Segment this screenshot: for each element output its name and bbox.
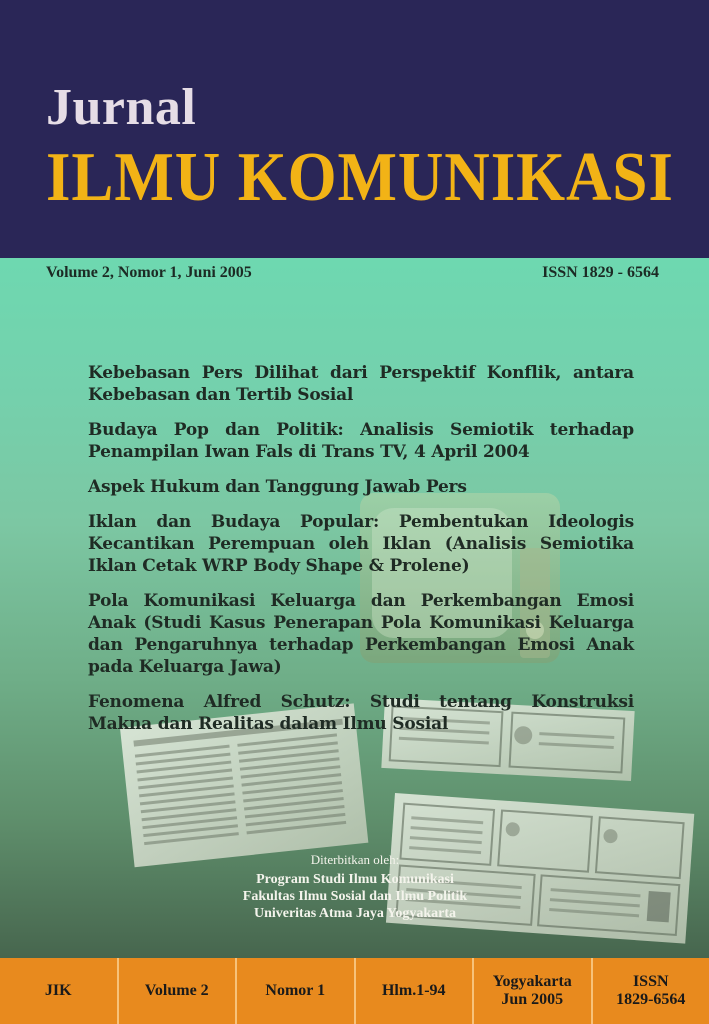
article-title: Pola Komunikasi Keluarga dan Perkembangan Emosi Anak (Studi Kasus Penerapan Pola Komunikasi Keluarga dan Pengaruhnya terhadap Perkembangan Emosi Anak pada Keluarga Jawa) (88, 591, 634, 677)
article-list (88, 362, 634, 748)
publisher-line: Univeritas Atma Jaya Yogyakarta (253, 906, 457, 921)
footer-issn: ISSN 1829-6564 (591, 958, 709, 1024)
publisher-label: Diterbitkan oleh: (310, 852, 400, 867)
article-title: Kebebasan Pers Dilihat dari Perspektif Konflik, antara Kebebasan dan Tertib Sosial (88, 363, 634, 405)
journal-word: Jurnal (46, 79, 197, 136)
journal-title: ILMU KOMUNIKASI (46, 139, 674, 216)
footer-volume: Volume 2 (117, 958, 236, 1024)
article-title: Iklan dan Budaya Popular: Pembentukan Ideologis Kecantikan Perempuan oleh Iklan (Analisis Semiotika Iklan Cetak WRP Body Shape & Prolene) (88, 512, 634, 576)
footer-number: Nomor 1 (235, 958, 354, 1024)
article-title: Aspek Hukum dan Tanggung Jawab Pers (88, 477, 467, 497)
footer-journal-code: JIK (44, 982, 72, 999)
issn-info: ISSN 1829 - 6564 (542, 264, 659, 281)
volume-info: Volume 2, Nomor 1, Juni 2005 (46, 264, 252, 281)
article-title: Fenomena Alfred Schutz: Studi tentang Konstruksi Makna dan Realitas dalam Ilmu Sosial (88, 692, 634, 734)
footer-place-date: Yogyakarta Jun 2005 (472, 958, 591, 1024)
publisher-block (190, 852, 520, 922)
publisher-line: Fakultas Ilmu Sosial dan Ilmu Politik (242, 889, 468, 904)
header-band (0, 0, 709, 258)
footer-pages: Hlm.1-94 (354, 958, 473, 1024)
publisher-line: Program Studi Ilmu Komunikasi (256, 872, 454, 887)
article-title: Budaya Pop dan Politik: Analisis Semiotik terhadap Penampilan Iwan Fals di Trans TV, 4 April 2004 (88, 420, 634, 462)
footer-band (0, 958, 709, 1024)
